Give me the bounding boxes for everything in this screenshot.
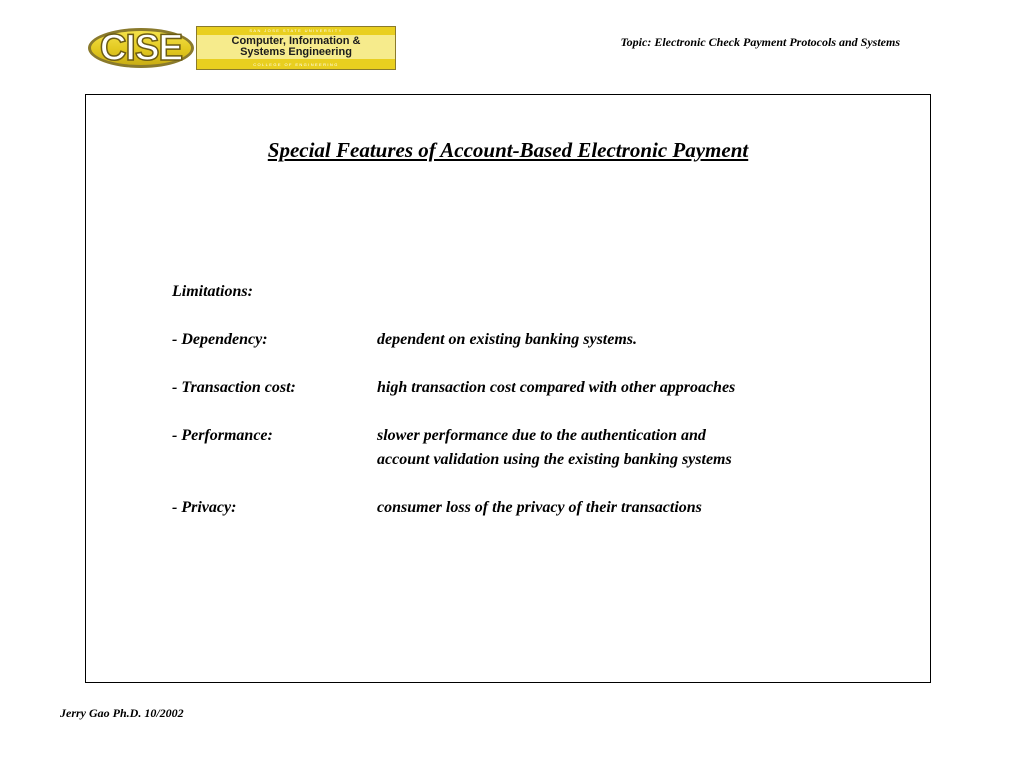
description-line: account validation using the existing banking systems bbox=[377, 451, 732, 468]
limitation-label: - Performance: bbox=[172, 427, 273, 444]
logo-department-line2: Systems Engineering bbox=[240, 46, 352, 58]
cise-logo bbox=[88, 26, 398, 70]
logo-department bbox=[197, 35, 395, 59]
limitation-description bbox=[377, 496, 907, 520]
logo-university: SAN JOSE STATE UNIVERSITY bbox=[249, 28, 343, 33]
slide-title: Special Features of Account-Based Electronic Payment bbox=[267, 138, 749, 162]
limitation-description bbox=[377, 376, 907, 400]
content-frame bbox=[85, 94, 931, 683]
topic-header: Topic: Electronic Check Payment Protocols and Systems bbox=[620, 35, 900, 49]
limitation-label: - Privacy: bbox=[172, 499, 237, 516]
logo-department-line1: Computer, Information & bbox=[231, 35, 361, 47]
limitation-description bbox=[377, 424, 907, 472]
footer-author-date: Jerry Gao Ph.D. 10/2002 bbox=[60, 706, 184, 720]
limitation-label: - Transaction cost: bbox=[172, 379, 296, 396]
description-line: high transaction cost compared with other approaches bbox=[377, 379, 736, 396]
description-line: consumer loss of the privacy of their transactions bbox=[377, 499, 702, 516]
description-line: slower performance due to the authentication and bbox=[377, 427, 706, 444]
limitations-label: Limitations: bbox=[172, 283, 253, 300]
logo-bar bbox=[196, 26, 396, 70]
limitation-label: - Dependency: bbox=[172, 331, 268, 348]
description-line: dependent on existing banking systems. bbox=[377, 331, 638, 348]
logo-college: COLLEGE OF ENGINEERING bbox=[253, 62, 339, 67]
limitation-description bbox=[377, 328, 907, 352]
logo-letters: CISE bbox=[99, 27, 183, 68]
